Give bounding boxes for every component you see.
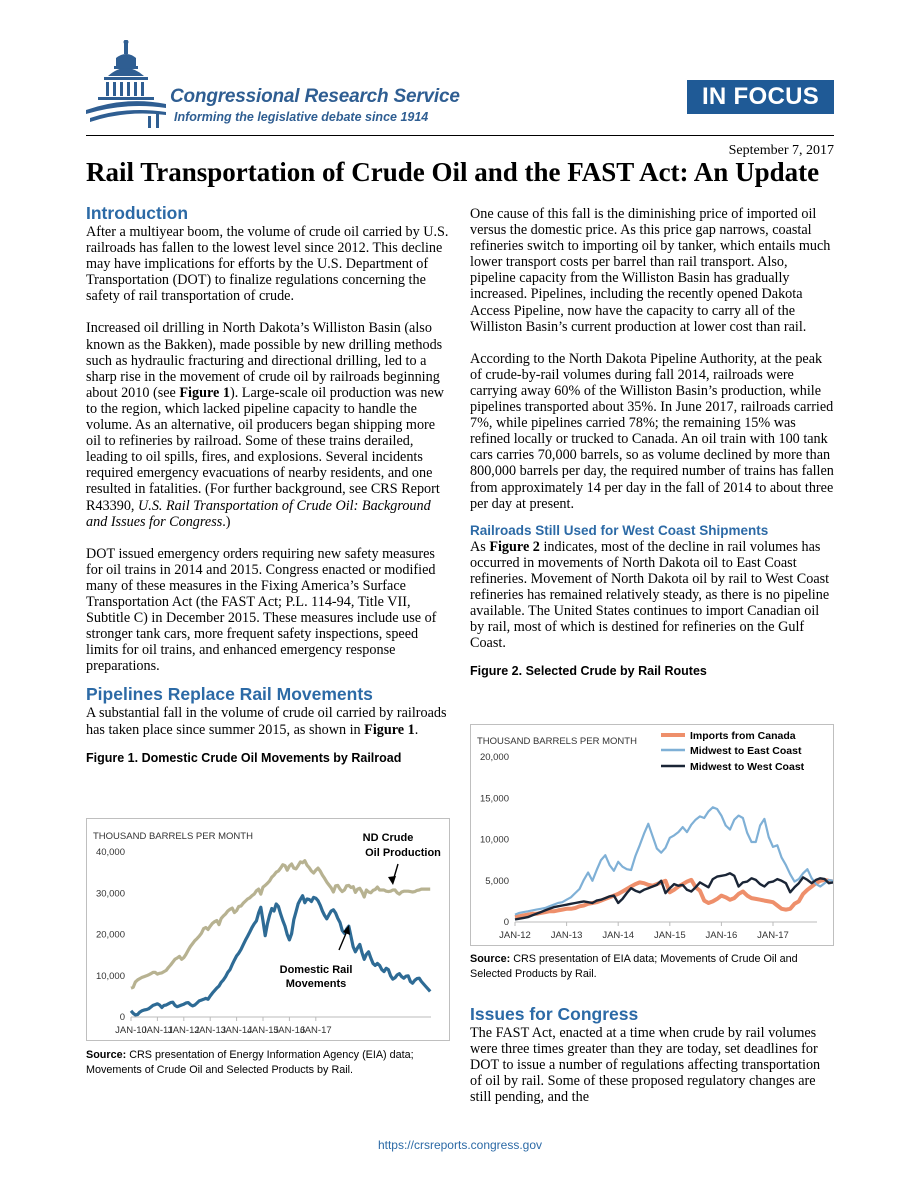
introduction-heading: Introduction: [86, 203, 189, 223]
y-tick-label: 10,000: [95, 970, 125, 982]
y-tick-label: 30,000: [95, 888, 125, 900]
pipelines-heading: Pipelines Replace Rail Movements: [86, 684, 373, 705]
west-coast-heading: Railroads Still Used for West Coast Shipments: [470, 522, 769, 538]
y-tick-label: 15,000: [479, 793, 509, 805]
figure-1-chart: [86, 818, 450, 1041]
figure-2-source: Source: CRS presentation of EIA data; Movements of Crude Oil and Selected Products by Rail.: [470, 953, 798, 980]
annotation-movements: Movements: [285, 978, 347, 990]
y-tick-label: 20,000: [95, 929, 125, 941]
org-tagline: Informing the legislative debate since 1914: [174, 110, 429, 124]
midwest-west-line: [515, 873, 833, 919]
x-tick-label: JAN-11: [141, 1025, 173, 1036]
y-tick-label: 40,000: [95, 847, 125, 858]
annotation-nd-crude: ND Crude: [362, 832, 414, 844]
west-coast-paragraph: As Figure 2 indicates, most of the decline in rail volumes has occurred in movements of North Dakota oil to East Coast refineries. Movement of North Dakota oil by rail to West Coast refineries has remained relatively steady, as there is no pipeline available. The United States continues to import Canadian oil by rail, most of which is destined for refineries on the Gulf Coast.: [470, 538, 830, 652]
arrowhead-production-icon: [388, 876, 396, 885]
domestic-rail-line: [131, 896, 430, 1015]
y-tick-label: 10,000: [479, 834, 509, 846]
figure-2-caption: Figure 2. Selected Crude by Rail Routes: [470, 664, 707, 679]
crs-report-title[interactable]: U.S. Rail Transportation of Crude Oil: Background and Issues for Congress: [86, 497, 431, 530]
figure-1-caption: Figure 1. Domestic Crude Oil Movements by Railroad: [86, 750, 402, 765]
right-column: [470, 206, 834, 695]
figure-1-reference[interactable]: Figure 1: [364, 721, 415, 738]
x-tick-label: JAN-14: [220, 1025, 253, 1036]
y-tick-label: 20,000: [479, 752, 509, 763]
figure-2-reference[interactable]: Figure 2: [489, 538, 540, 555]
x-tick-label: JAN-14: [602, 930, 635, 941]
x-tick-label: JAN-17: [757, 930, 789, 941]
intro-paragraph-2: Increased oil drilling in North Dakota’s Williston Basin (also known as the Bakken), made possible by new drilling methods such as hydraulic fracturing and directional drilling, led to a sharp rise in the movement of crude oil by railroads beginning about 2010 (see Figure 1). Large-scale oil production was new to the region, which lacked pipeline capacity to handle the volume. As an alternative, oil producers began shipping more oil to refineries by railroad. Some of these trains derailed, leading to oil spills, fires, and explosions. Several incidents required emergency evacuations of nearby residents, and one resulted in fatalities. (For further background, see CRS Report R43390, U.S. Rail Transportation of Crude Oil: Background and Issues for Congress.): [86, 320, 445, 530]
page-title: Rail Transportation of Crude Oil and the FAST Act: An Update: [86, 157, 820, 187]
legend-label-canada: Imports from Canada: [690, 730, 796, 742]
x-tick-label: JAN-13: [194, 1025, 227, 1036]
intro-paragraph-1: After a multiyear boom, the volume of crude oil carried by U.S. railroads has fallen to the lowest level since 2012. This decline may have implications for efforts by the U.S. Department of Transportation (DOT) to finalize regulations concerning the safety of rail transportation of crude.: [86, 224, 449, 305]
right-paragraph-1: One cause of this fall is the diminishing price of imported oil versus the domestic price. As this price gap narrows, coastal refineries switch to importing oil by tanker, which entails much lower transport costs per barrel than rail transport. Also, pipeline capacity from the Williston Basin has gradually increased. Pipelines, including the recently opened Dakota Access Pipeline, now have the capacity to carry all of the Williston Basin’s current production at lower cost than rail.: [470, 206, 831, 335]
x-tick-label: JAN-17: [299, 1025, 332, 1036]
figure-1-svg: [87, 819, 449, 1040]
pipelines-paragraph: A substantial fall in the volume of crude oil carried by railroads has taken place since summer 2015, as shown in Figure 1.: [86, 705, 447, 738]
annotation-oil-production: Oil Production: [365, 847, 441, 859]
issues-section: [470, 1004, 834, 1121]
in-focus-badge: IN FOCUS: [687, 80, 834, 114]
y-tick-label: 5,000: [485, 875, 509, 887]
x-tick-label: JAN-13: [550, 930, 583, 941]
issues-heading: Issues for Congress: [470, 1004, 639, 1024]
y-axis-label: THOUSAND BARRELS PER MONTH: [93, 831, 253, 842]
x-tick-label: JAN-15: [653, 930, 686, 941]
publication-date: September 7, 2017: [728, 143, 834, 158]
left-column: [86, 203, 450, 782]
x-tick-label: JAN-15: [247, 1025, 279, 1036]
x-tick-label: JAN-12: [499, 930, 531, 941]
capitol-dome-icon: [86, 40, 166, 132]
x-tick-label: JAN-16: [705, 930, 738, 941]
legend-label-east: Midwest to East Coast: [690, 745, 802, 757]
issues-paragraph: The FAST Act, enacted at a time when crude by rail volumes were three times greater than they are today, set deadlines for DOT to issue a number of regulations affecting transportation of oil by rail. Some of these proposed regulatory changes are still pending, and the: [470, 1025, 821, 1106]
figure-2-svg: [471, 725, 833, 945]
y-axis-label: THOUSAND BARRELS PER MONTH: [477, 736, 637, 747]
annotation-domestic-rail: Domestic Rail: [279, 964, 353, 976]
legend-label-west: Midwest to West Coast: [690, 761, 805, 773]
intro-paragraph-3: DOT issued emergency orders requiring new safety measures for oil trains in 2014 and 2015. Congress enacted or modified many of these measures in the Fixing America’s Surface Transportation Act (the FAST Act; P.L. 114-94, Title VII, Subtitle C) in December 2015. These measures include use of stronger tank cars, more frequent safety inspections, speed limits for oil trains, and enhanced emergency response preparations.: [86, 545, 437, 675]
x-tick-label: JAN-10: [115, 1025, 147, 1036]
crs-logo: [86, 40, 486, 132]
header-rule: [86, 135, 834, 136]
midwest-east-line: [515, 807, 833, 914]
x-tick-label: JAN-12: [167, 1025, 200, 1036]
y-tick-label: 0: [503, 917, 509, 928]
footer-url[interactable]: https://crsreports.congress.gov: [377, 1138, 543, 1152]
figure-1-reference[interactable]: Figure 1: [179, 384, 230, 401]
figure-1-source: Source: CRS presentation of Energy Information Agency (EIA) data; Movements of Crude Oil and Selected Products by Rail.: [86, 1049, 414, 1076]
x-tick-label: JAN-16: [273, 1025, 306, 1036]
right-paragraph-2: According to the North Dakota Pipeline Authority, at the peak of crude-by-rail volumes during fall 2014, railroads were carrying away 60% of the Williston Basin’s production, while pipelines transported about 35%. In June 2017, railroads carried 7%, while pipelines carried 78%; the remaining 15% was refined locally or trucked to Canada. An oil train with 100 tank cars carries 70,000 barrels, so as volume declined by more than 800,000 barrels per day, the required number of trains has fallen from approximately 14 per day in the fall of 2014 to about three per day at present.: [470, 350, 834, 512]
legend: [661, 730, 805, 773]
y-tick-label: 0: [119, 1012, 125, 1023]
figure-2-chart: [470, 724, 834, 946]
org-name: Congressional Research Service: [170, 86, 460, 107]
